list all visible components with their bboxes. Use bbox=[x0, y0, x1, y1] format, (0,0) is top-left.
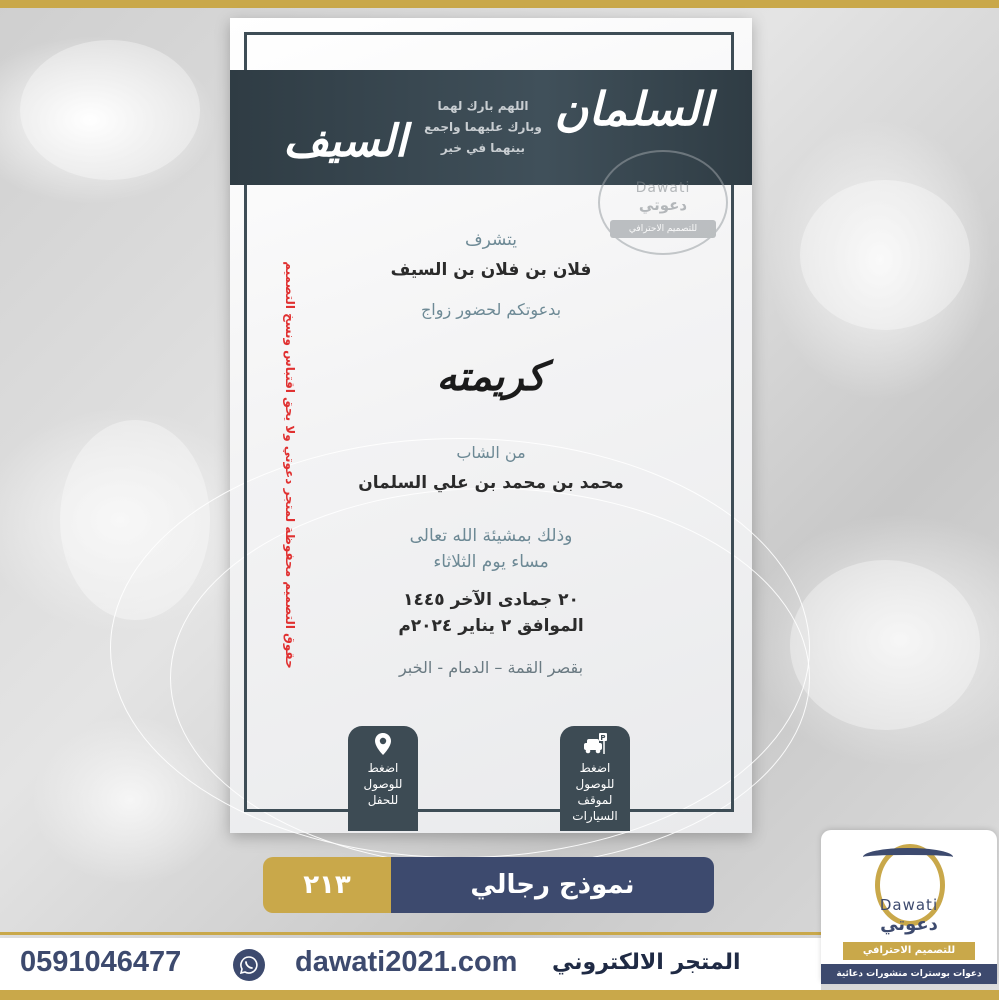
blessing-line: وبارك عليهما واجمع bbox=[424, 120, 542, 134]
top-gold-strip bbox=[0, 0, 999, 8]
background-petal bbox=[800, 180, 970, 330]
map-pin-icon bbox=[348, 732, 418, 761]
inviter-name: فلان بن فلان بن السيف bbox=[390, 260, 592, 280]
whatsapp-icon[interactable] bbox=[233, 949, 265, 981]
from-groom-text: من الشاب bbox=[456, 443, 526, 462]
groom-family-name: السلمان bbox=[554, 82, 712, 136]
footer-gold-line bbox=[0, 932, 821, 935]
svg-text:P: P bbox=[600, 734, 606, 742]
watermark-arabic: دعوتي bbox=[638, 196, 688, 214]
venue-text: بقصر القمة – الدمام - الخبر bbox=[398, 658, 584, 677]
phone-number[interactable]: 0591046477 bbox=[20, 946, 182, 978]
background-petal bbox=[20, 40, 200, 180]
venue-button-line: للحفل bbox=[367, 793, 399, 807]
evening-line: مساء يوم الثلاثاء bbox=[433, 552, 549, 572]
model-bar bbox=[263, 857, 714, 913]
parking-car-icon bbox=[560, 732, 630, 761]
parking-button-line: السيارات bbox=[572, 809, 618, 823]
copyright-notice: حقوق التصميم محفوظة لمتجر دعوتي ولا يحق اقتباس ونسخ التصميم bbox=[283, 261, 297, 669]
logo-caption: دعوات بوسترات منشورات دعائية bbox=[821, 964, 997, 984]
logo-swoosh bbox=[863, 848, 953, 866]
model-number: ٢١٣ bbox=[263, 857, 391, 913]
logo-latin: Dawati bbox=[879, 896, 939, 914]
hijri-date: ٢٠ جمادى الآخر ١٤٤٥ bbox=[403, 590, 579, 610]
will-line: وذلك بمشيئة الله تعالى bbox=[409, 526, 573, 546]
blessing-line: بينهما في خير bbox=[440, 141, 526, 155]
store-label: المتجر الالكتروني bbox=[552, 950, 741, 975]
model-label: نموذج رجالي bbox=[391, 857, 714, 913]
bride-title: كريمته bbox=[436, 353, 546, 400]
venue-button-line: اضغط bbox=[367, 761, 399, 775]
logo-arabic: دعوتي bbox=[880, 914, 938, 935]
watermark-latin: Dawati bbox=[635, 180, 691, 196]
blessing-line: اللهم بارك لهما bbox=[437, 99, 529, 113]
venue-location-button[interactable] bbox=[348, 726, 418, 831]
background-petal bbox=[790, 560, 980, 730]
invitation-card bbox=[230, 18, 752, 833]
parking-location-button[interactable] bbox=[560, 726, 630, 831]
invite-line: بدعوتكم لحضور زواج bbox=[420, 300, 562, 319]
parking-button-line: اضغط bbox=[579, 761, 611, 775]
bottom-gold-strip bbox=[0, 990, 999, 1000]
brand-logo bbox=[821, 830, 997, 982]
bride-family-name: السيف bbox=[283, 116, 407, 167]
watermark-ribbon: للتصميم الاحترافي bbox=[610, 220, 716, 238]
honored-text: يتشرف bbox=[464, 230, 518, 250]
logo-ribbon: للتصميم الاحترافي bbox=[843, 942, 975, 960]
website-link[interactable]: dawati2021.com bbox=[295, 946, 518, 978]
groom-name: محمد بن محمد بن علي السلمان bbox=[358, 473, 624, 493]
venue-button-line: للوصول bbox=[363, 777, 403, 791]
parking-button-line: لموقف bbox=[577, 793, 613, 807]
gregorian-date: الموافق ٢ يناير ٢٠٢٤م bbox=[398, 616, 584, 636]
blessing-text bbox=[408, 96, 558, 159]
parking-button-line: للوصول bbox=[575, 777, 615, 791]
